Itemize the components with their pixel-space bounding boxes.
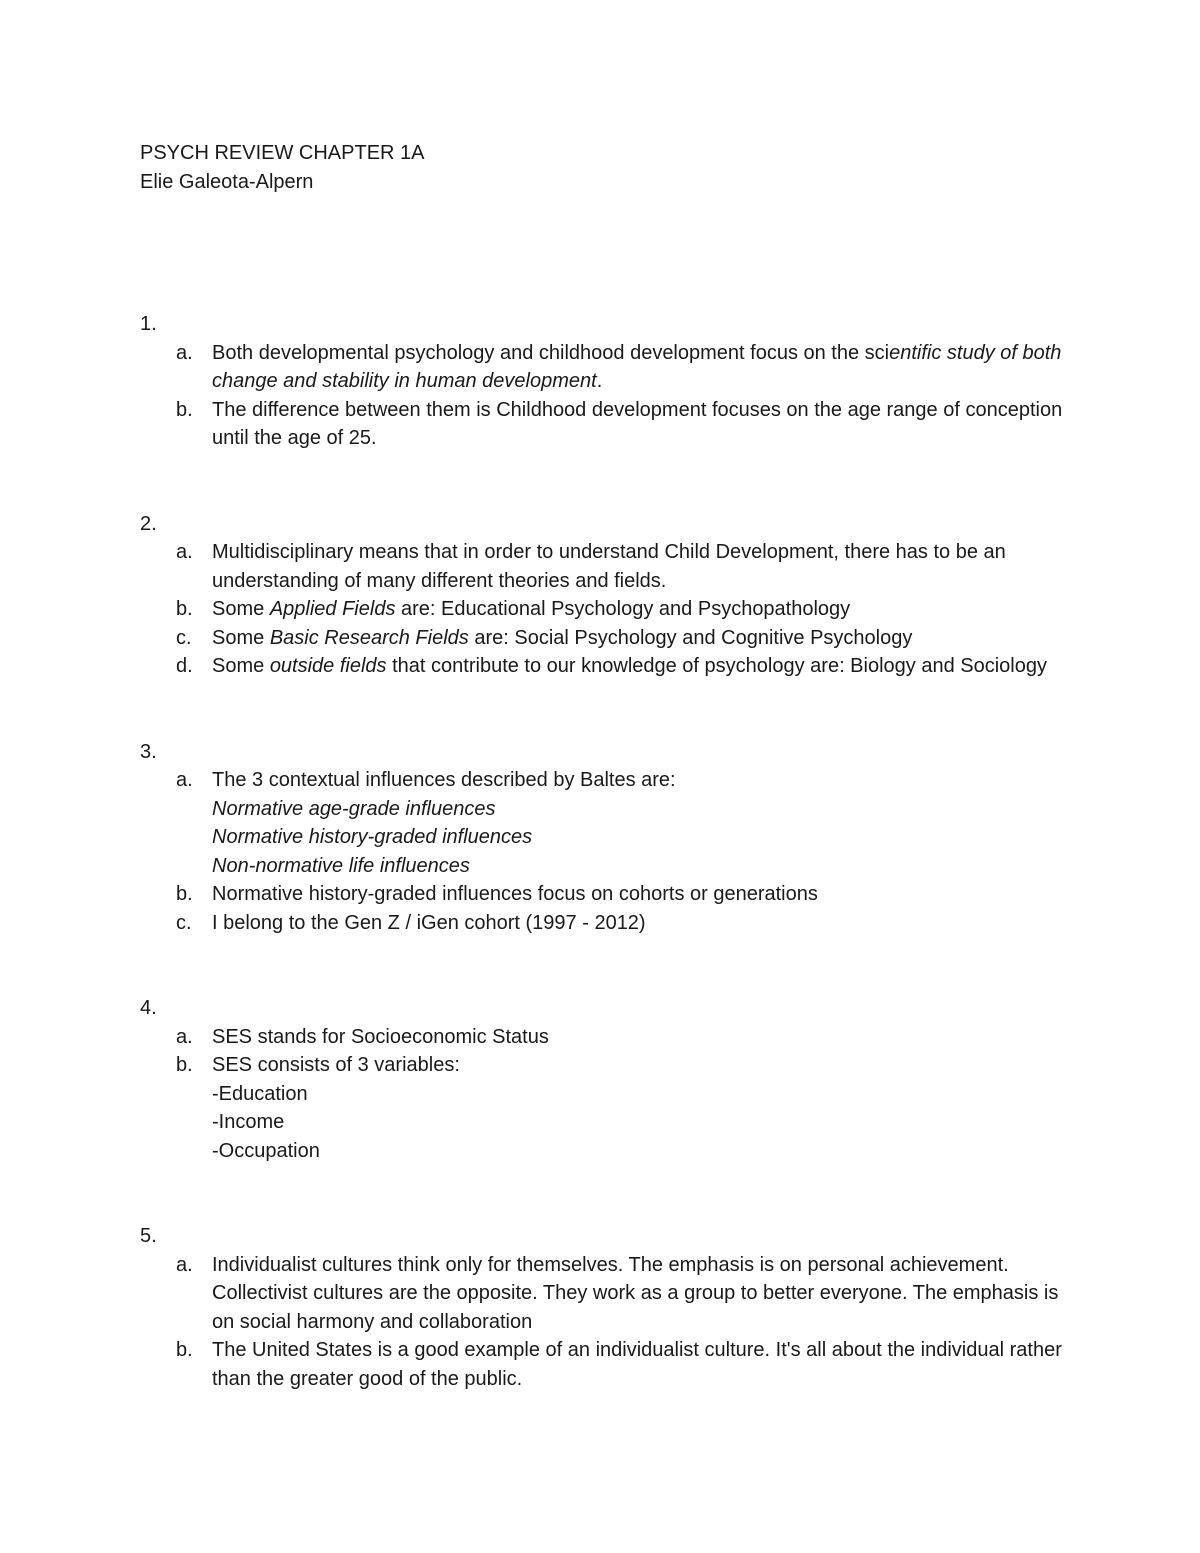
answer-list [140, 766, 1070, 937]
answer-text: I belong to the Gen Z / iGen cohort (1997 - 2012) [212, 911, 646, 934]
answer-item [140, 1023, 1070, 1052]
answer-text-italic: entific study of both change and stability in human development [212, 341, 1062, 392]
answer-letter: a. [176, 769, 193, 791]
question-number: 5. [140, 1225, 157, 1247]
answer-text-italic: Basic Research Fields [269, 626, 469, 649]
answer-text-plain: are: Social Psychology and Cognitive Psychology [468, 626, 913, 649]
spacer [140, 1165, 1070, 1222]
answer-text [212, 339, 1070, 396]
answer-letter: b. [176, 883, 193, 905]
answer-intro: The 3 contextual influences described by Baltes are: [212, 769, 676, 791]
answer-item [140, 1251, 1070, 1337]
answer-list [140, 1251, 1070, 1394]
answer-text [212, 624, 1070, 653]
question-number: 4. [140, 997, 157, 1019]
document-page [140, 139, 1070, 1393]
answer-text: The United States is a good example of an individualist culture. It's all about the individual rather than the greater good of the public. [212, 1339, 1062, 1390]
variable-line: -Education [212, 1082, 308, 1105]
answer-text [212, 1051, 1070, 1165]
answer-text-plain: Both developmental psychology and childhood development focus on the sci [212, 341, 890, 364]
spacer [140, 453, 1070, 510]
variable-line: -Income [212, 1111, 285, 1133]
answer-text [212, 595, 1070, 624]
answer-text-plain: Some [212, 655, 270, 677]
influence-line: Normative age-grade influences [212, 797, 496, 820]
answer-text-italic: outside fields [269, 655, 387, 677]
answer-text-italic: Applied Fields [269, 598, 396, 620]
document-title: PSYCH REVIEW CHAPTER 1A [140, 142, 425, 164]
answer-text [212, 766, 1070, 880]
question-1 [140, 310, 1070, 453]
answer-item [140, 909, 1070, 938]
answer-letter: c. [176, 911, 192, 934]
question-number: 2. [140, 512, 157, 535]
answer-item [140, 1336, 1070, 1393]
influence-line: Normative history-graded influences [212, 826, 533, 848]
answer-letter: b. [176, 598, 193, 620]
answer-item [140, 396, 1070, 453]
answer-letter: c. [176, 626, 192, 649]
answer-list [140, 339, 1070, 453]
answer-letter: b. [176, 398, 193, 421]
question-3 [140, 738, 1070, 938]
question-5 [140, 1222, 1070, 1393]
answer-letter: b. [176, 1339, 193, 1361]
answer-item [140, 766, 1070, 880]
question-2 [140, 510, 1070, 681]
answer-letter: a. [176, 1253, 193, 1276]
answer-list [140, 1023, 1070, 1166]
answer-item [140, 1051, 1070, 1165]
answer-letter: a. [176, 1025, 193, 1048]
answer-text: Individualist cultures think only for themselves. The emphasis is on personal achievement. Collectivist cultures are the opposite. They work as a group to better everyone. The emphasis is on social harmony and collaboration [212, 1253, 1059, 1333]
variable-line: -Occupation [212, 1139, 320, 1162]
answer-text-plain: . [596, 370, 603, 392]
answer-text: Normative history-graded influences focus on cohorts or generations [212, 883, 818, 905]
document-author: Elie Galeota-Alpern [140, 170, 314, 193]
answer-text-plain: are: Educational Psychology and Psychopathology [395, 598, 851, 620]
answer-letter: a. [176, 541, 193, 563]
question-4 [140, 994, 1070, 1165]
question-number: 3. [140, 740, 157, 763]
spacer [140, 196, 1070, 310]
answer-item [140, 652, 1070, 681]
answer-letter: d. [176, 655, 193, 677]
answer-item [140, 339, 1070, 396]
answer-text-plain: Some [212, 626, 270, 649]
answer-item [140, 595, 1070, 624]
answer-text: The difference between them is Childhood development focuses on the age range of conception until the age of 25. [212, 398, 1063, 449]
answer-text-plain: that contribute to our knowledge of psychology are: Biology and Sociology [386, 655, 1047, 677]
answer-intro: SES consists of 3 variables: [212, 1054, 460, 1076]
spacer [140, 937, 1070, 994]
answer-item [140, 538, 1070, 595]
answer-text: Multidisciplinary means that in order to understand Child Development, there has to be an understanding of many different theories and fields. [212, 541, 1006, 592]
answer-list [140, 538, 1070, 681]
spacer [140, 681, 1070, 738]
answer-text [212, 652, 1070, 681]
question-number: 1. [140, 313, 157, 335]
influence-line: Non-normative life influences [212, 854, 470, 877]
answer-item [140, 880, 1070, 909]
answer-text-plain: Some [212, 598, 270, 620]
answer-letter: a. [176, 341, 193, 364]
answer-item [140, 624, 1070, 653]
answer-letter: b. [176, 1054, 193, 1076]
answer-text: SES stands for Socioeconomic Status [212, 1025, 549, 1048]
